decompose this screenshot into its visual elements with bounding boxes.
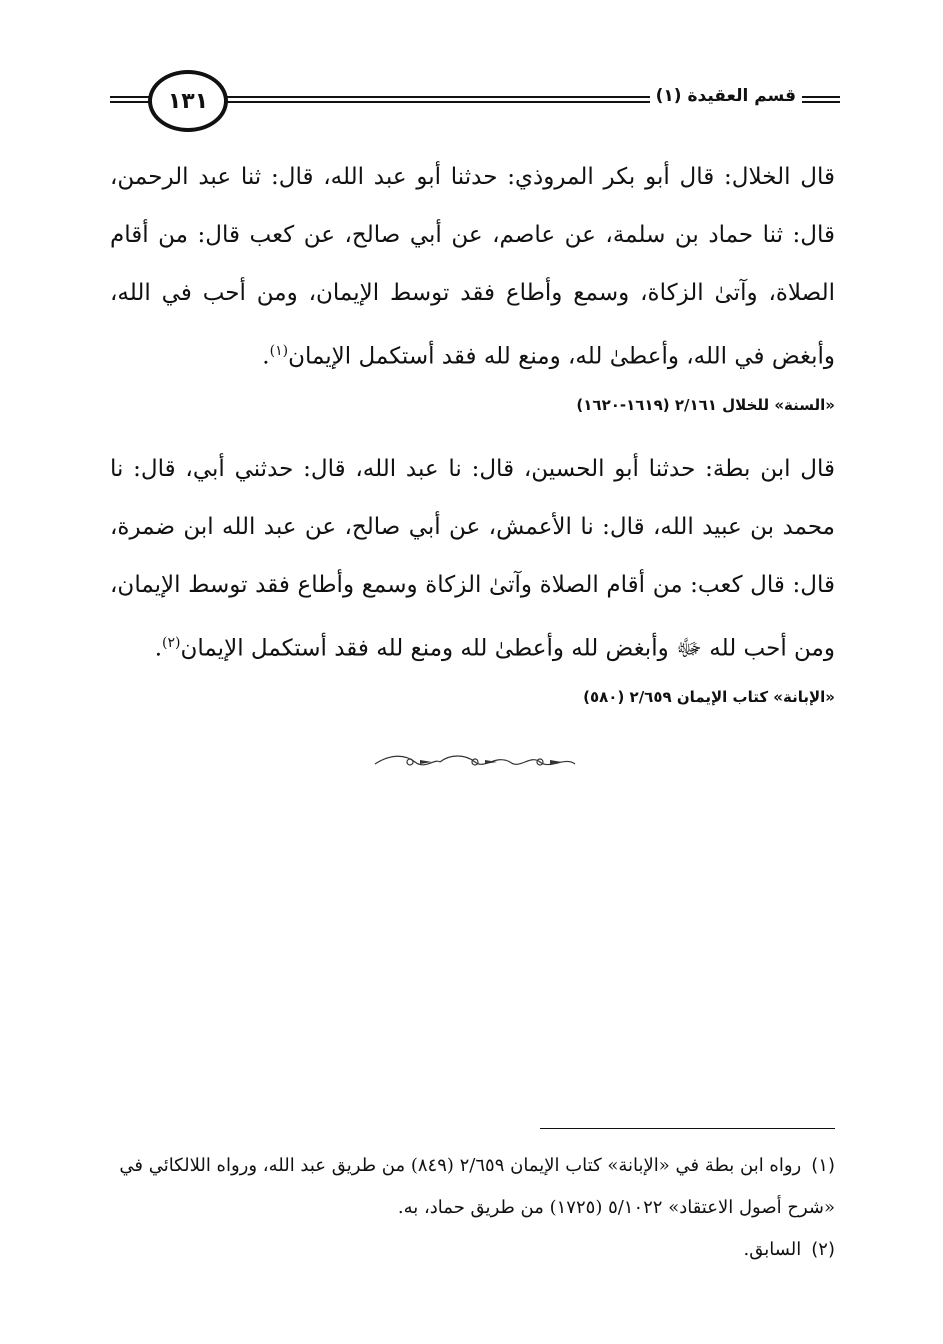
page-header — [110, 70, 840, 130]
entry-text — [110, 440, 835, 678]
running-head: قسم العقيدة (١) — [650, 86, 802, 106]
footnote-number: (٢) — [811, 1239, 835, 1260]
footnotes — [110, 1145, 835, 1271]
entry-text — [110, 148, 835, 386]
footnote-text: السابق. — [743, 1239, 802, 1260]
entry-source: «السنة» للخلال ٢/١٦١ (١٦١٩-١٦٢٠) — [576, 395, 835, 414]
entry-body: قال ابن بطة: حدثنا أبو الحسين، قال: نا عبد الله، قال: حدثني أبي، قال: نا محمد بن عبيد الله، قال: نا الأعمش، عن أبي صالح، عن عبد الله ابن ضمرة، قال: قال كعب: من أقام الصلاة وآتىٰ الزكاة وسمع وأطاع فقد توسط الإيمان، ومن أحب لله ﷻ وأبغض لله وأعطىٰ لله ومنع لله فقد أستكمل الإيمان — [110, 456, 835, 662]
footnote-number: (١) — [811, 1155, 835, 1176]
header-rule-left — [110, 96, 150, 103]
header-rule-far — [800, 96, 840, 103]
footnote-ref: (٢) — [162, 635, 181, 651]
footnote-1 — [110, 1145, 835, 1229]
footnote-separator — [540, 1128, 835, 1129]
footnote-2 — [110, 1229, 835, 1271]
entry-1 — [110, 148, 835, 414]
footnote-ref: (١) — [269, 343, 289, 359]
page-number: ١٣١ — [148, 70, 228, 132]
entry-source: «الإبانة» كتاب الإيمان ٢/٦٥٩ (٥٨٠) — [583, 687, 835, 706]
entry-end: . — [154, 635, 163, 662]
entry-2 — [110, 440, 835, 706]
ornament-divider — [370, 752, 580, 772]
entry-end: . — [262, 343, 270, 370]
entry-body: قال الخلال: قال أبو بكر المروذي: حدثنا أبو عبد الله، قال: ثنا عبد الرحمن، قال: ثنا حماد بن سلمة، عن عاصم، عن أبي صالح، عن كعب قال: من أقام الصلاة، وآتىٰ الزكاة، وسمع وأطاع فقد توسط الإيمان، ومن أحب في الله، وأبغض في الله، وأعطىٰ لله، ومنع لله فقد أستكمل الإيمان — [110, 164, 835, 370]
footnote-text: رواه ابن بطة في «الإبانة» كتاب الإيمان ٢/٦٥٩ (٨٤٩) من طريق عبد الله، ورواه اللالكائي في «شرح أصول الاعتقاد» ٥/١٠٢٢ (١٧٢٥) من طريق حماد، به. — [119, 1155, 835, 1218]
